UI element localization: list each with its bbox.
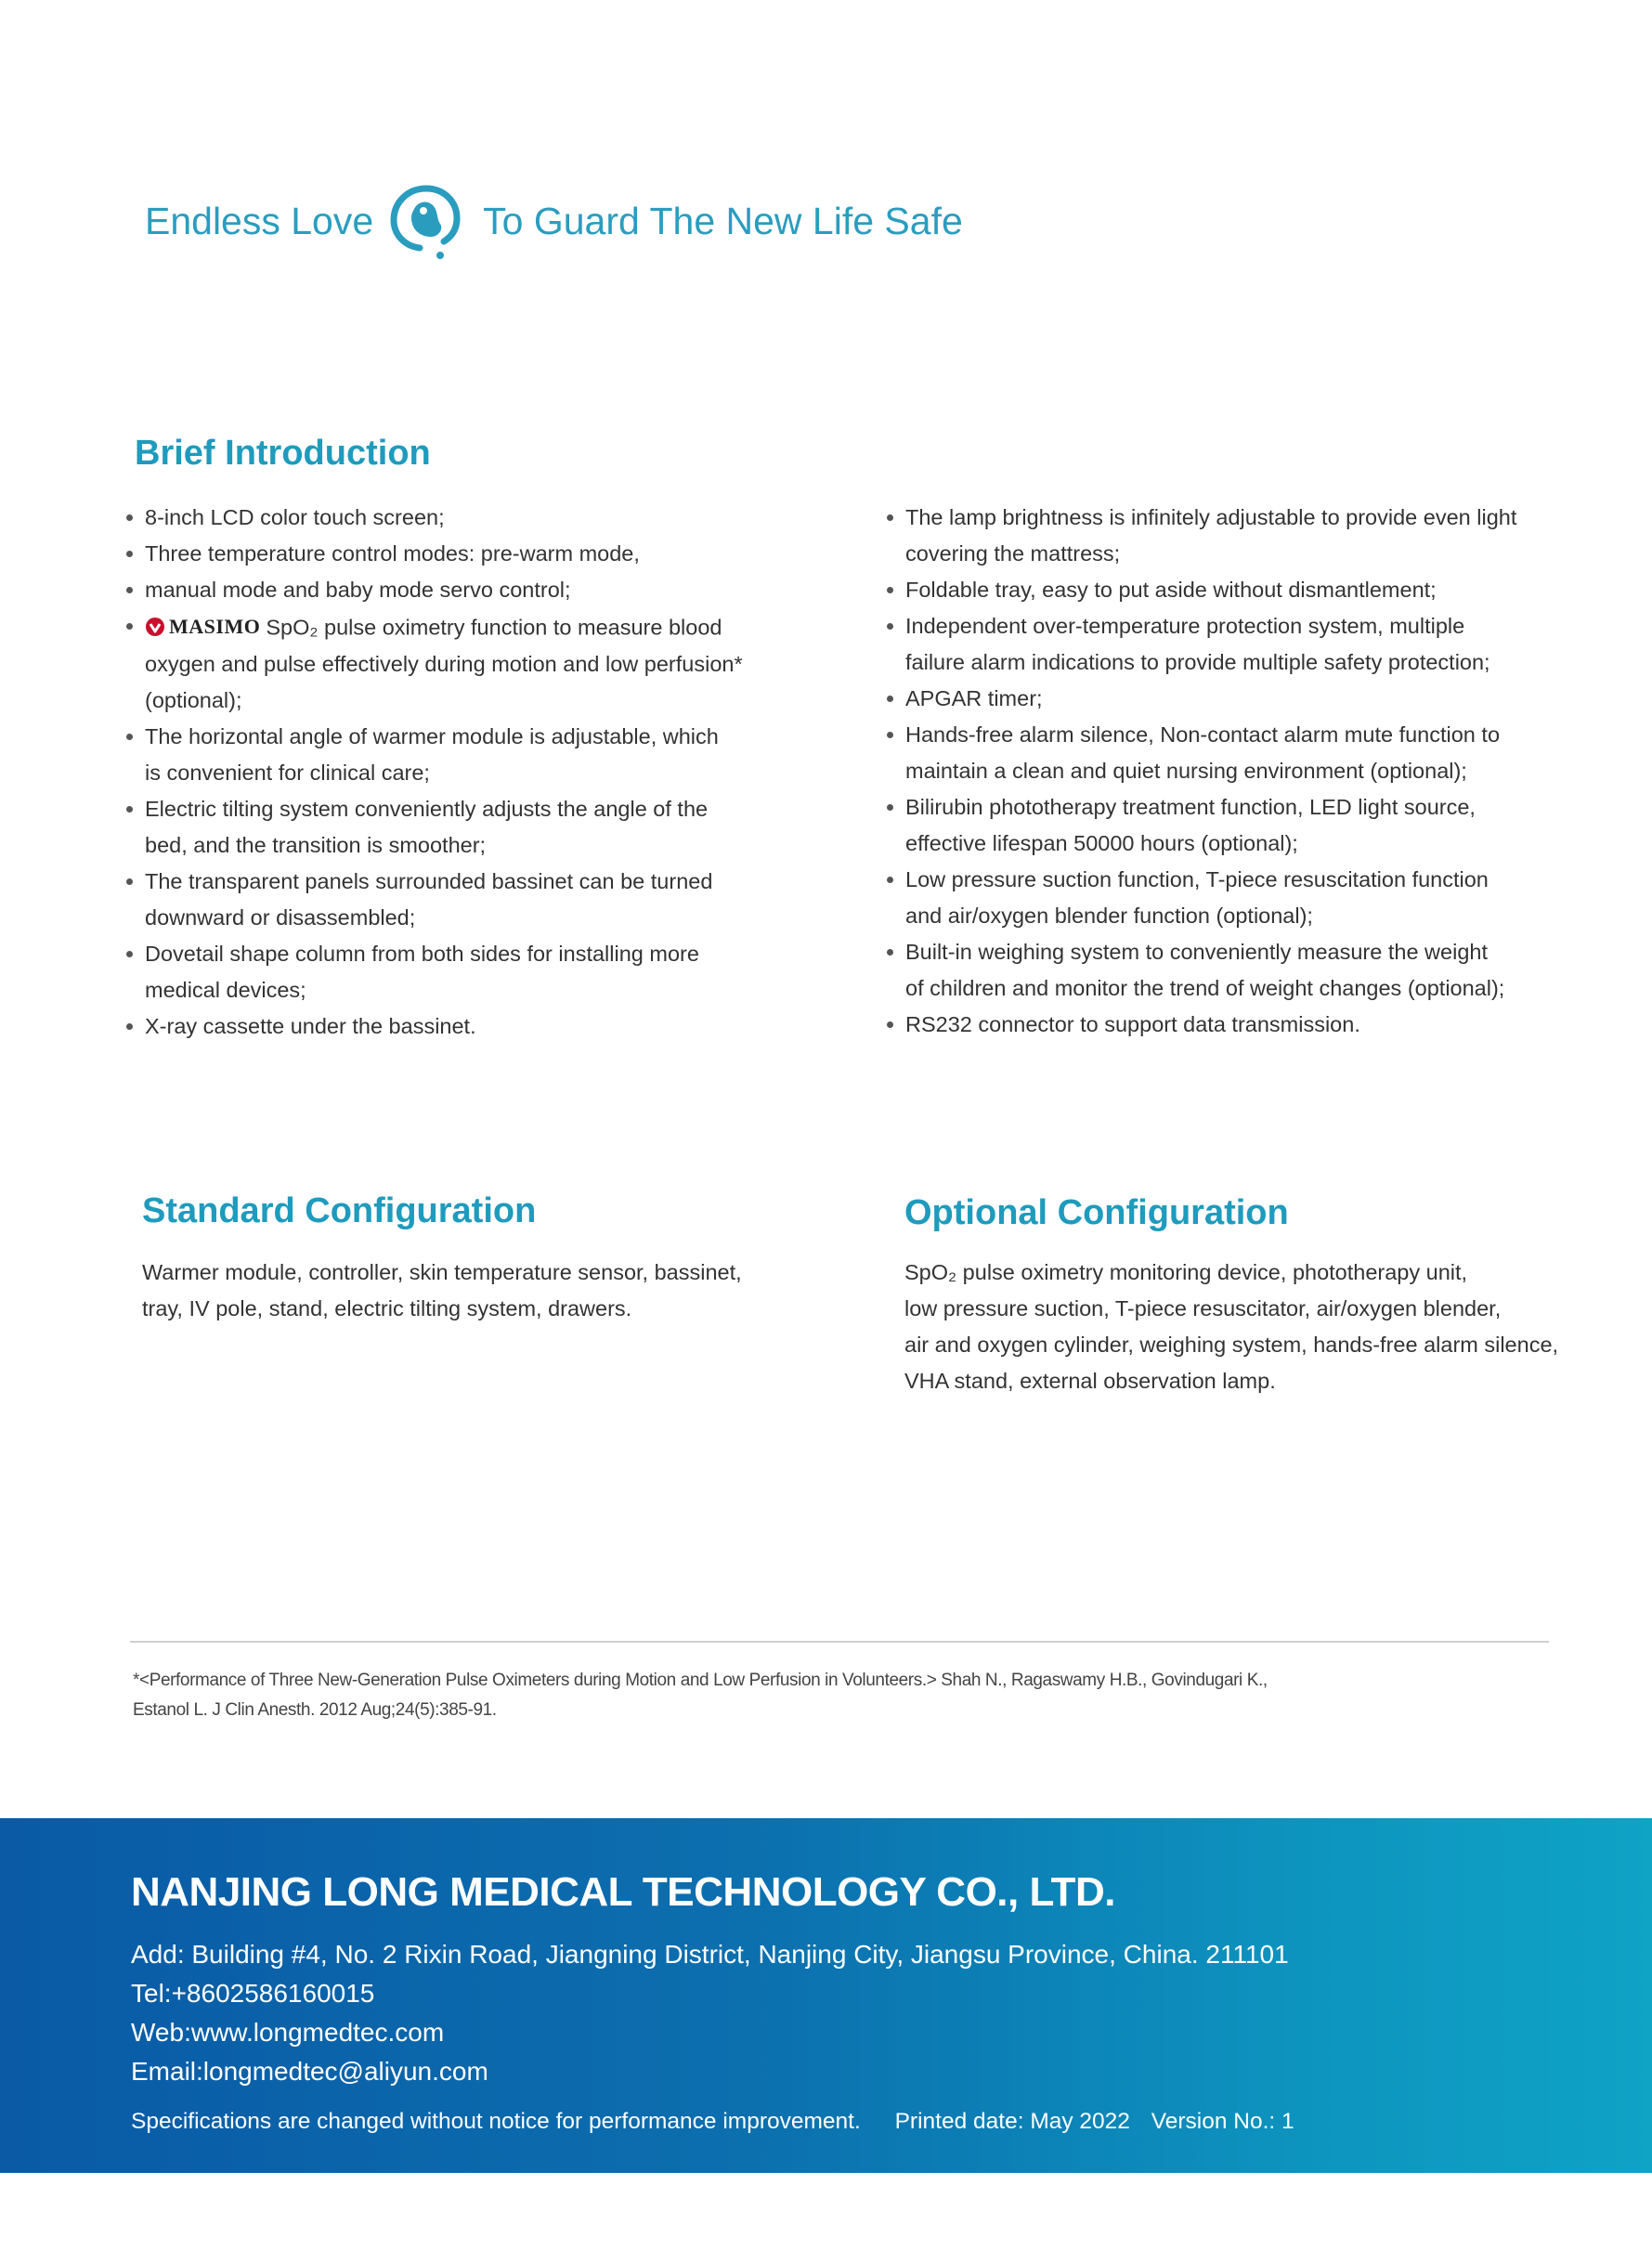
- spec-notice: Specifications are changed without notice for performance improvement.: [131, 2109, 861, 2134]
- masimo-heart-icon: [145, 617, 165, 637]
- company-web: Web:www.longmedtec.com: [131, 2018, 445, 2047]
- list-item: Foldable tray, easy to put aside without dismantlement;: [887, 572, 1555, 608]
- company-address: Add: Building #4, No. 2 Rixin Road, Jiangning District, Nanjing City, Jiangsu Province, China. 211101: [131, 1940, 1289, 1969]
- tagline: [145, 184, 963, 258]
- brief-right-list: [887, 500, 1555, 1043]
- mother-baby-icon: [386, 181, 466, 261]
- masimo-wordmark: MASIMO: [169, 615, 261, 638]
- standard-configuration-text: Warmer module, controller, skin temperature sensor, bassinet, tray, IV pole, stand, electric tilting system, drawers.: [142, 1260, 742, 1320]
- standard-configuration-title: Standard Configuration: [142, 1191, 537, 1230]
- optional-configuration-text: SpO₂ pulse oximetry monitoring device, phototherapy unit, low pressure suction, T-piece resuscitator, air/oxygen blender, air and oxygen cylinder, weighing system, hands-free alarm silence, VHA stand, external observation lamp.: [904, 1260, 1559, 1393]
- version-number: Version No.: 1: [1151, 2109, 1294, 2134]
- footnote: *<Performance of Three New-Generation Pulse Oximeters during Motion and Low Perfusion in Volunteers.> Shah N., Ragaswamy H.B., Govindugari K., Estanol L. J Clin Anesth. 2012 Aug;24(5):385-91.: [133, 1671, 1268, 1720]
- list-item: Bilirubin phototherapy treatment function, LED light source, effective lifespan 50000 hours (optional);: [887, 789, 1555, 862]
- brief-left-list: [126, 500, 832, 1045]
- list-item: RS232 connector to support data transmission.: [887, 1007, 1555, 1043]
- divider: [130, 1641, 1549, 1643]
- tagline-right: To Guard The New Life Safe: [483, 199, 963, 242]
- list-item: MASIMO SpO₂ pulse oximetry function to measure blood oxygen and pulse effectively during motion and low perfusion* (optional);: [126, 608, 832, 719]
- list-item: Three temperature control modes: pre-warm mode,: [126, 536, 832, 572]
- list-item: The lamp brightness is infinitely adjustable to provide even light covering the mattress;: [887, 500, 1555, 572]
- list-item: Hands-free alarm silence, Non-contact alarm mute function to maintain a clean and quiet nursing environment (optional);: [887, 717, 1555, 789]
- list-item: The horizontal angle of warmer module is adjustable, which is convenient for clinical care;: [126, 719, 832, 791]
- list-item: 8-inch LCD color touch screen;: [126, 500, 832, 536]
- company-footer: [0, 1818, 1652, 2173]
- list-item: X-ray cassette under the bassinet.: [126, 1008, 832, 1045]
- optional-configuration-title: Optional Configuration: [904, 1193, 1289, 1232]
- list-item: Low pressure suction function, T-piece resuscitation function and air/oxygen blender function (optional);: [887, 862, 1555, 934]
- list-item: Electric tilting system conveniently adjusts the angle of the bed, and the transition is smoother;: [126, 791, 832, 864]
- list-item: APGAR timer;: [887, 681, 1555, 717]
- brief-introduction-title: Brief Introduction: [135, 434, 431, 473]
- list-item: Built-in weighing system to conveniently measure the weight of children and monitor the trend of weight changes (optional);: [887, 934, 1555, 1007]
- company-tel: Tel:+8602586160015: [131, 1979, 375, 2008]
- list-item: manual mode and baby mode servo control;: [126, 572, 832, 608]
- masimo-logo: [145, 608, 260, 644]
- tagline-left: Endless Love: [145, 199, 374, 242]
- list-item: Independent over-temperature protection system, multiple failure alarm indications to provide multiple safety protection;: [887, 608, 1555, 681]
- company-email: Email:longmedtec@aliyun.com: [131, 2057, 488, 2086]
- footer-notice: [131, 2109, 1294, 2135]
- list-item: Dovetail shape column from both sides for installing more medical devices;: [126, 936, 832, 1008]
- printed-date: Printed date: May 2022: [894, 2109, 1130, 2134]
- company-name: NANJING LONG MEDICAL TECHNOLOGY CO., LTD.: [131, 1869, 1115, 1915]
- list-item: The transparent panels surrounded bassinet can be turned downward or disassembled;: [126, 864, 832, 936]
